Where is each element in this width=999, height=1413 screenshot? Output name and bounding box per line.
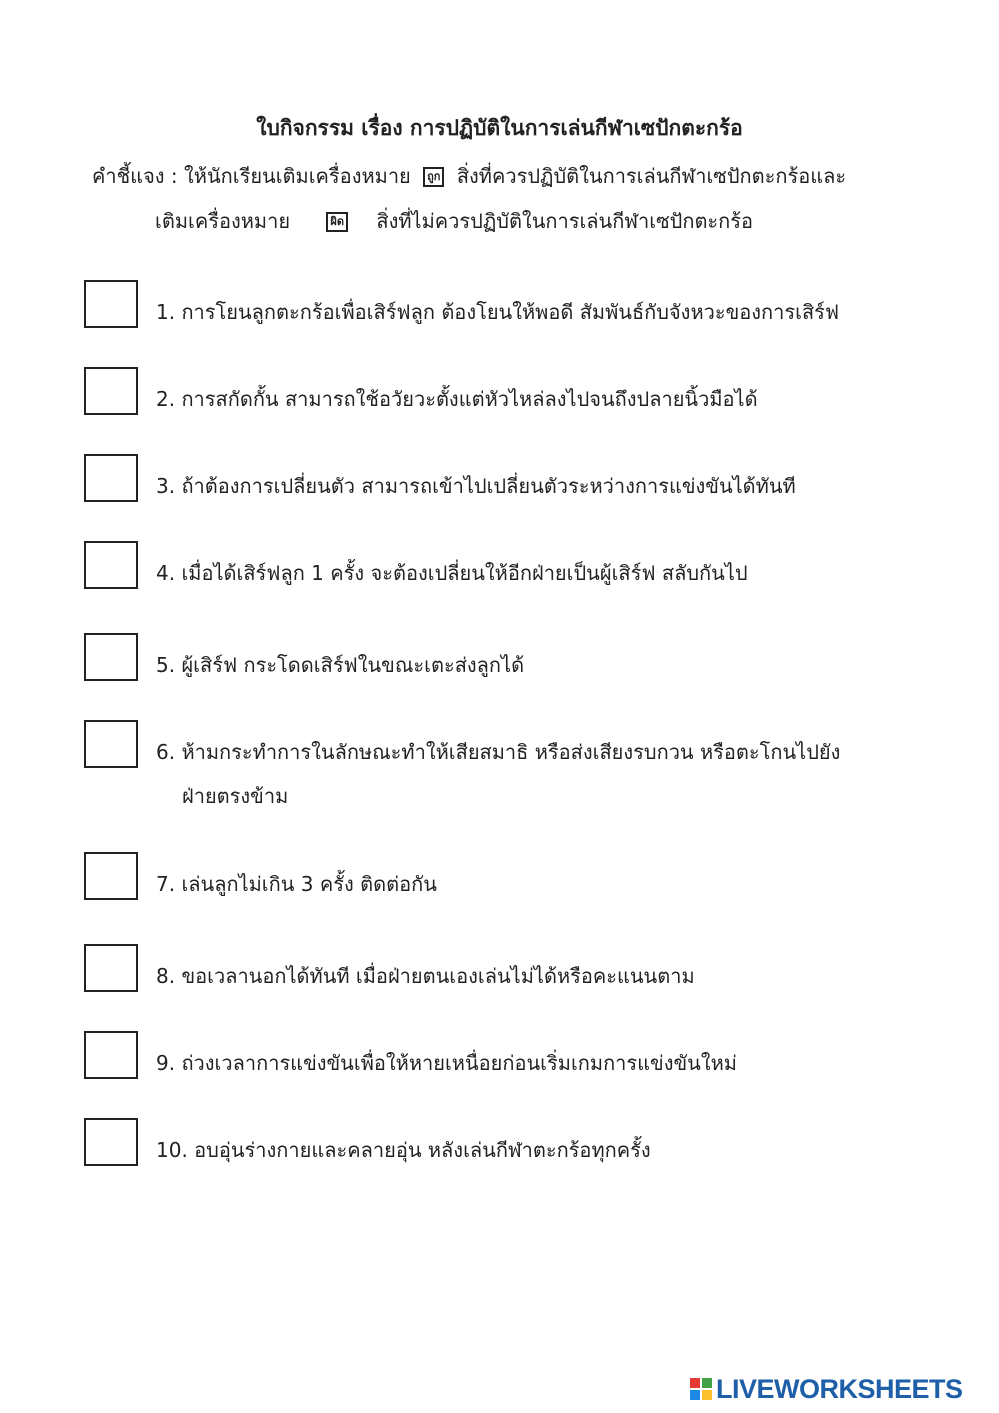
answer-box[interactable] xyxy=(84,541,138,589)
logo-text: LIVEWORKSHEETS xyxy=(716,1374,963,1404)
question-text: 7. เล่นลูกไม่เกิน 3 ครั้ง ติดต่อกัน xyxy=(156,872,437,896)
liveworksheets-logo[interactable] xyxy=(690,1374,963,1404)
question-text: 10. อบอุ่นร่างกายและคลายอุ่น หลังเล่นกีฬาตะกร้อทุกครั้ง xyxy=(156,1138,651,1162)
answer-box[interactable] xyxy=(84,852,138,900)
worksheet-title: ใบกิจกรรม เรื่อง การปฏิบัติในการเล่นกีฬาเซปักตะกร้อ xyxy=(256,116,743,140)
instruction-line-1 xyxy=(92,160,846,192)
answer-box[interactable] xyxy=(84,720,138,768)
question-text: 3. ถ้าต้องการเปลี่ยนตัว สามารถเข้าไปเปลี่ยนตัวระหว่างการแข่งขันได้ทันที xyxy=(156,474,796,498)
question-text: 9. ถ่วงเวลาการแข่งขันเพื่อให้หายเหนื่อยก่อนเริ่มเกมการแข่งขันใหม่ xyxy=(156,1051,737,1075)
answer-box[interactable] xyxy=(84,1031,138,1079)
answer-box[interactable] xyxy=(84,367,138,415)
question-text: 2. การสกัดกั้น สามารถใช้อวัยวะตั้งแต่หัวไหล่ลงไปจนถึงปลายนิ้วมือได้ xyxy=(156,387,758,411)
answer-box[interactable] xyxy=(84,944,138,992)
question-text-line: 6. ห้ามกระทำการในลักษณะทำให้เสียสมาธิ หรือส่งเสียงรบกวน หรือตะโกนไปยัง xyxy=(156,740,841,764)
correct-mark-sample: ถูก xyxy=(423,167,444,187)
question-text-continuation: ฝ่ายตรงข้าม xyxy=(182,784,289,808)
question-text: 4. เมื่อได้เสิร์ฟลูก 1 ครั้ง จะต้องเปลี่ยนให้อีกฝ่ายเป็นผู้เสิร์ฟ สลับกันไป xyxy=(156,561,748,585)
answer-box[interactable] xyxy=(84,280,138,328)
question-text: 8. ขอเวลานอกได้ทันที เมื่อฝ่ายตนเองเล่นไม่ได้หรือคะแนนตาม xyxy=(156,964,695,988)
instruction-prefix-2: เติมเครื่องหมาย xyxy=(155,209,291,233)
answer-box[interactable] xyxy=(84,454,138,502)
question-text: 5. ผู้เสิร์ฟ กระโดดเสิร์ฟในขณะเตะส่งลูกได้ xyxy=(156,653,525,677)
question-text: 1. การโยนลูกตะกร้อเพื่อเสิร์ฟลูก ต้องโยนให้พอดี สัมพันธ์กับจังหวะของการเสิร์ฟ xyxy=(156,300,840,324)
instruction-prefix: คำชี้แจง : ให้นักเรียนเติมเครื่องหมาย xyxy=(92,164,411,188)
wrong-mark-sample: ผิด xyxy=(326,212,348,232)
instruction-line-2 xyxy=(155,205,753,237)
question-text xyxy=(156,730,956,818)
answer-box[interactable] xyxy=(84,633,138,681)
instruction-suffix-2: สิ่งที่ไม่ควรปฏิบัติในการเล่นกีฬาเซปักตะกร้อ xyxy=(376,209,754,233)
answer-box[interactable] xyxy=(84,1118,138,1166)
liveworksheets-logo-icon xyxy=(690,1378,712,1400)
instruction-suffix: สิ่งที่ควรปฏิบัติในการเล่นกีฬาเซปักตะกร้อและ xyxy=(456,164,847,188)
